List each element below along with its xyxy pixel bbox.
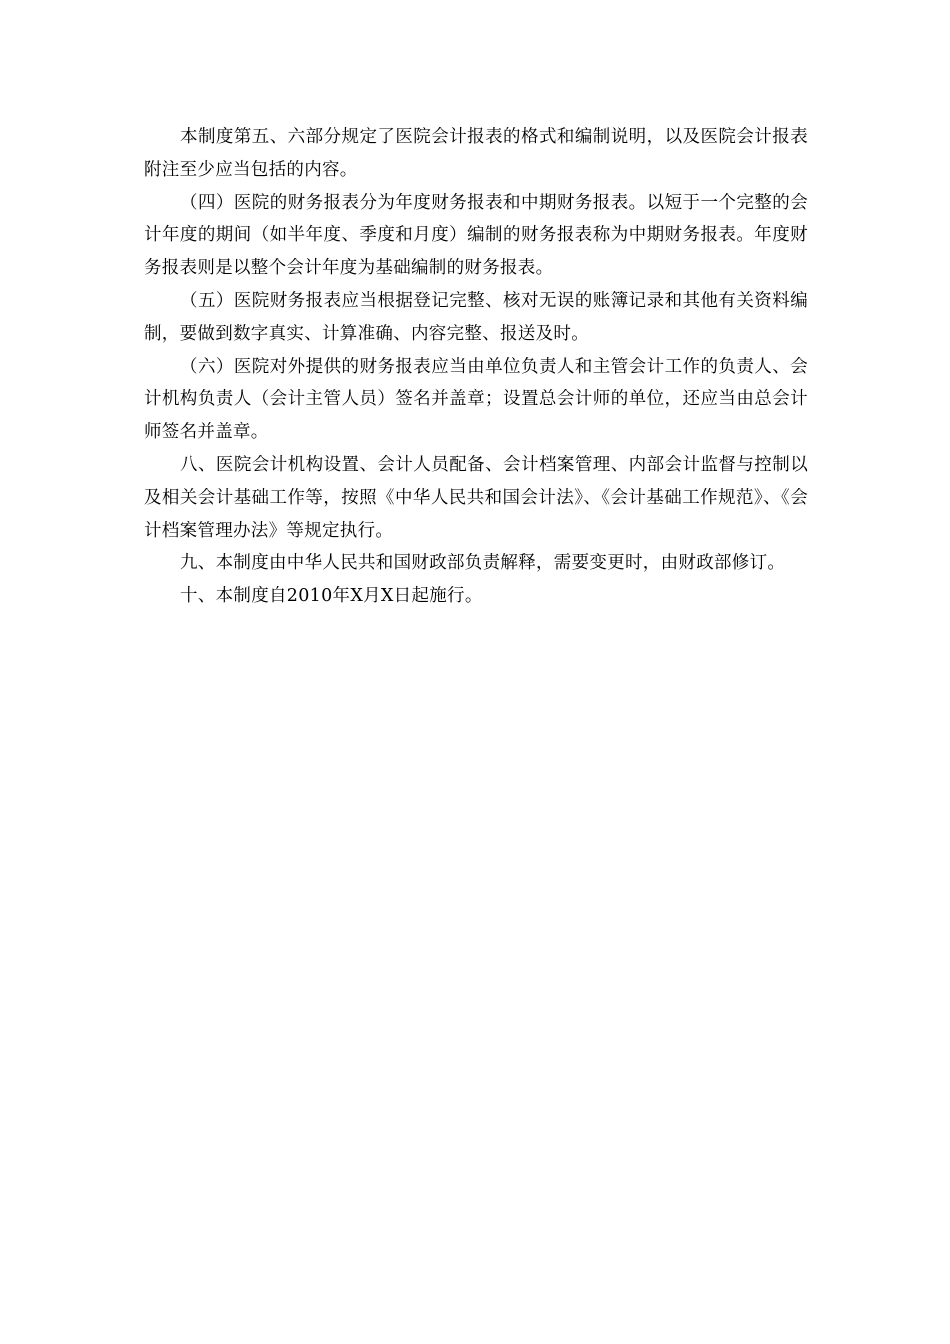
paragraph-report-format: 本制度第五、六部分规定了医院会计报表的格式和编制说明，以及医院会计报表附注至少应当包括的内容。 — [144, 127, 808, 180]
document-body — [144, 121, 808, 613]
paragraph-annual-interim-reports: （四）医院的财务报表分为年度财务报表和中期财务报表。以短于一个完整的会计年度的期间（如半年度、季度和月度）编制的财务报表称为中期财务报表。年度财务报表则是以整个会计年度为基础编制的财务报表。 — [144, 192, 808, 279]
paragraph-article-nine: 九、本制度由中华人民共和国财政部负责解释，需要变更时，由财政部修订。 — [180, 553, 786, 574]
paragraph-report-preparation: （五）医院财务报表应当根据登记完整、核对无误的账簿记录和其他有关资料编制，要做到数字真实、计算准确、内容完整、报送及时。 — [144, 290, 808, 344]
paragraph-article-eight: 八、医院会计机构设置、会计人员配备、会计档案管理、内部会计监督与控制以及相关会计基础工作等，按照《中华人民共和国会计法》、《会计基础工作规范》、《会计档案管理办法》等规定执行。 — [144, 454, 808, 541]
paragraph-report-signatures: （六）医院对外提供的财务报表应当由单位负责人和主管会计工作的负责人、会计机构负责人（会计主管人员）签名并盖章；设置总会计师的单位，还应当由总会计师签名并盖章。 — [144, 356, 808, 443]
paragraph-article-ten: 十、本制度自2010年X月X日起施行。 — [180, 586, 483, 607]
